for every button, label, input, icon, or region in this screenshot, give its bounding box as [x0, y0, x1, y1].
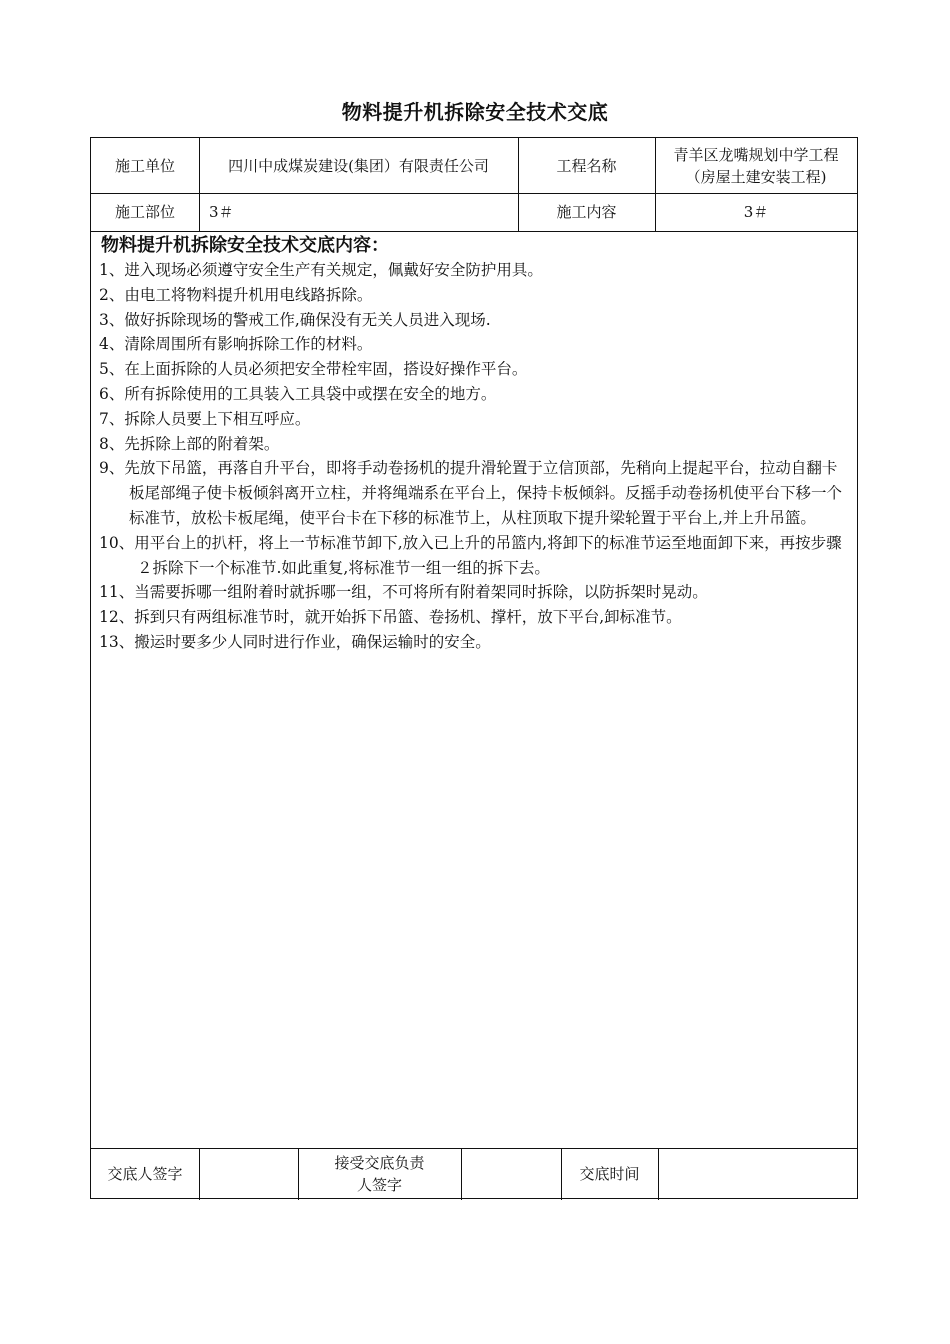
list-item: 5、在上面拆除的人员必须把安全带栓牢固，搭设好操作平台。 — [99, 360, 528, 379]
project-value — [655, 138, 857, 193]
disclosure-content — [99, 234, 849, 655]
list-item: 12、拆到只有两组标准节时，就开始拆下吊篮、卷扬机、撑杆，放下平台,卸标准节。 — [99, 608, 682, 627]
unit-value: 四川中成煤炭建设(集团）有限责任公司 — [228, 156, 489, 175]
list-item: 7、拆除人员要上下相互呼应。 — [99, 409, 311, 428]
list-item: 6、所有拆除使用的工具装入工具袋中或摆在安全的地方。 — [99, 384, 497, 403]
unit-label: 施工单位 — [114, 156, 175, 175]
project-value-line2: （房屋土建安装工程) — [685, 167, 827, 186]
list-item: 8、先拆除上部的附着架。 — [99, 434, 280, 453]
scope-label: 施工内容 — [556, 203, 617, 221]
disclosure-form — [90, 137, 858, 1199]
list-item: 9、先放下吊篮，再落自升平台，即将手动卷扬机的提升滑轮置于立信顶部，先稍向上提起平台，拉动自翻卡板尾部绳子使卡板倾斜离开立柱，并将绳端系在平台上，保持卡板倾斜。反摇手动卷扬机使平台下移一个标准节，放松卡板尾绳，使平台卡在下移的标准节上，从柱顶取下提升梁轮置于平台上,并上升吊篮。 — [99, 459, 843, 527]
list-item: 4、清除周围所有影响拆除工作的材料。 — [99, 335, 373, 354]
time-field[interactable] — [658, 1148, 857, 1200]
part-value: 3＃ — [209, 203, 234, 221]
document-title: 物料提升机拆除安全技术交底 — [341, 100, 609, 124]
receiver-label — [298, 1148, 461, 1200]
list-item: 3、做好拆除现场的警戒工作,确保没有无关人员进入现场. — [99, 310, 491, 329]
row-divider — [91, 231, 857, 232]
scope-value: 3＃ — [743, 203, 769, 221]
list-item: 2、由电工将物料提升机用电线路拆除。 — [99, 285, 373, 304]
signer-label: 交底人签字 — [107, 1165, 183, 1183]
project-value-line1: 青羊区龙嘴规划中学工程 — [673, 145, 839, 164]
project-label: 工程名称 — [556, 156, 617, 175]
receiver-label-line2: 人签字 — [356, 1176, 402, 1194]
list-item: 11、当需要拆哪一组附着时就拆哪一组，不可将所有附着架同时拆除，以防拆架时晃动。 — [99, 583, 708, 602]
signer-signature-field[interactable] — [199, 1148, 298, 1200]
list-item: 13、搬运时要多少人同时进行作业，确保运输时的安全。 — [99, 632, 491, 651]
list-item: 1、进入现场必须遵守安全生产有关规定，佩戴好安全防护用具。 — [99, 261, 543, 279]
receiver-signature-field[interactable] — [461, 1148, 561, 1200]
content-heading: 物料提升机拆除安全技术交底内容： — [101, 235, 389, 256]
receiver-label-line1: 接受交底负责 — [334, 1154, 425, 1172]
list-item: 10、用平台上的扒杆，将上一节标准节卸下,放入已上升的吊篮内,将卸下的标准节运至地面卸下来，再按步骤２拆除下一个标准节.如此重复,将标准节一组一组的拆下去。 — [99, 533, 842, 577]
time-label: 交底时间 — [579, 1165, 640, 1183]
part-label: 施工部位 — [114, 203, 175, 221]
